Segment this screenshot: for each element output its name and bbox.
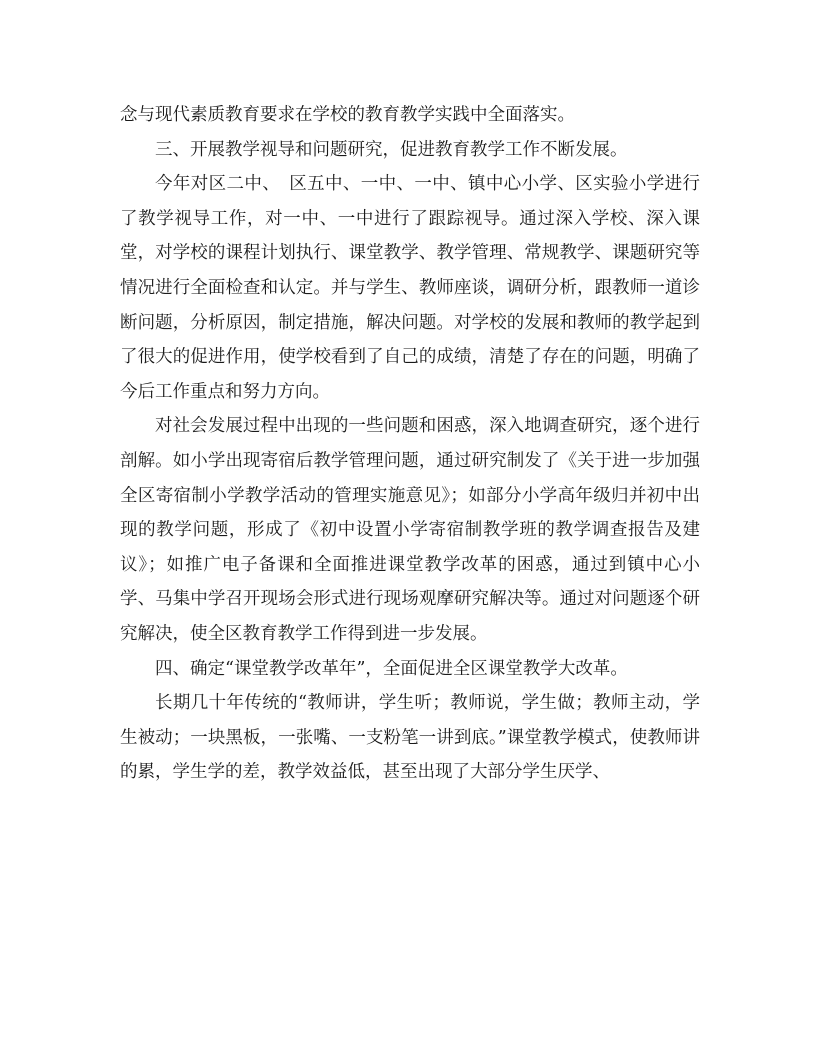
section-heading-four: 四、确定“课堂教学改革年”，全面促进全区课堂教学大改革。 <box>155 658 628 679</box>
section-heading-three: 三、开展教学视导和问题研究，促进教育教学工作不断发展。 <box>155 139 628 160</box>
paragraph-inspection: 今年对区二中、 区五中、一中、一中、镇中心小学、区实验小学进行了教学视导工作，对一中、一中进行了跟踪视导。通过深入学校、深入课堂，对学校的课程计划执行、课堂教学、教学管理、常规教学、课题研究等情况进行全面检查和认定。并与学生、教师座谈，调研分析，跟教师一道诊断问题，分析原因，制定措施，解决问题。对学校的发展和教师的教学起到了很大的促进作用，使学校看到了自己的成绩，清楚了存在的问题，明确了今后工作重点和努力方向。 <box>120 174 700 402</box>
document-body <box>120 98 700 790</box>
paragraph-problem-research: 对社会发展过程中出现的一些问题和困惑，深入地调查研究，逐个进行剖解。如小学出现寄宿后教学管理问题，通过研究制发了《关于进一步加强全区寄宿制小学教学活动的管理实施意见》；如部分小学高年级归并初中出现的教学问题，形成了《初中设置小学寄宿制教学班的教学调查报告及建议》；如推广电子备课和全面推进课堂教学改革的困惑，通过到镇中心小学、马集中学召开现场会形式进行现场观摩研究解决等。通过对问题逐个研究解决，使全区教育教学工作得到进一步发展。 <box>120 416 700 644</box>
paragraph-continuation: 念与现代素质教育要求在学校的教育教学实践中全面落实。 <box>120 105 575 125</box>
paragraph-traditional-teaching: 长期几十年传统的“教师讲，学生听；教师说，学生做；教师主动，学生被动；一块黑板，一张嘴、一支粉笔一讲到底。”课堂教学模式，使教师讲的累，学生学的差，教学效益低，甚至出现了大部分学生厌学、 <box>120 693 700 783</box>
